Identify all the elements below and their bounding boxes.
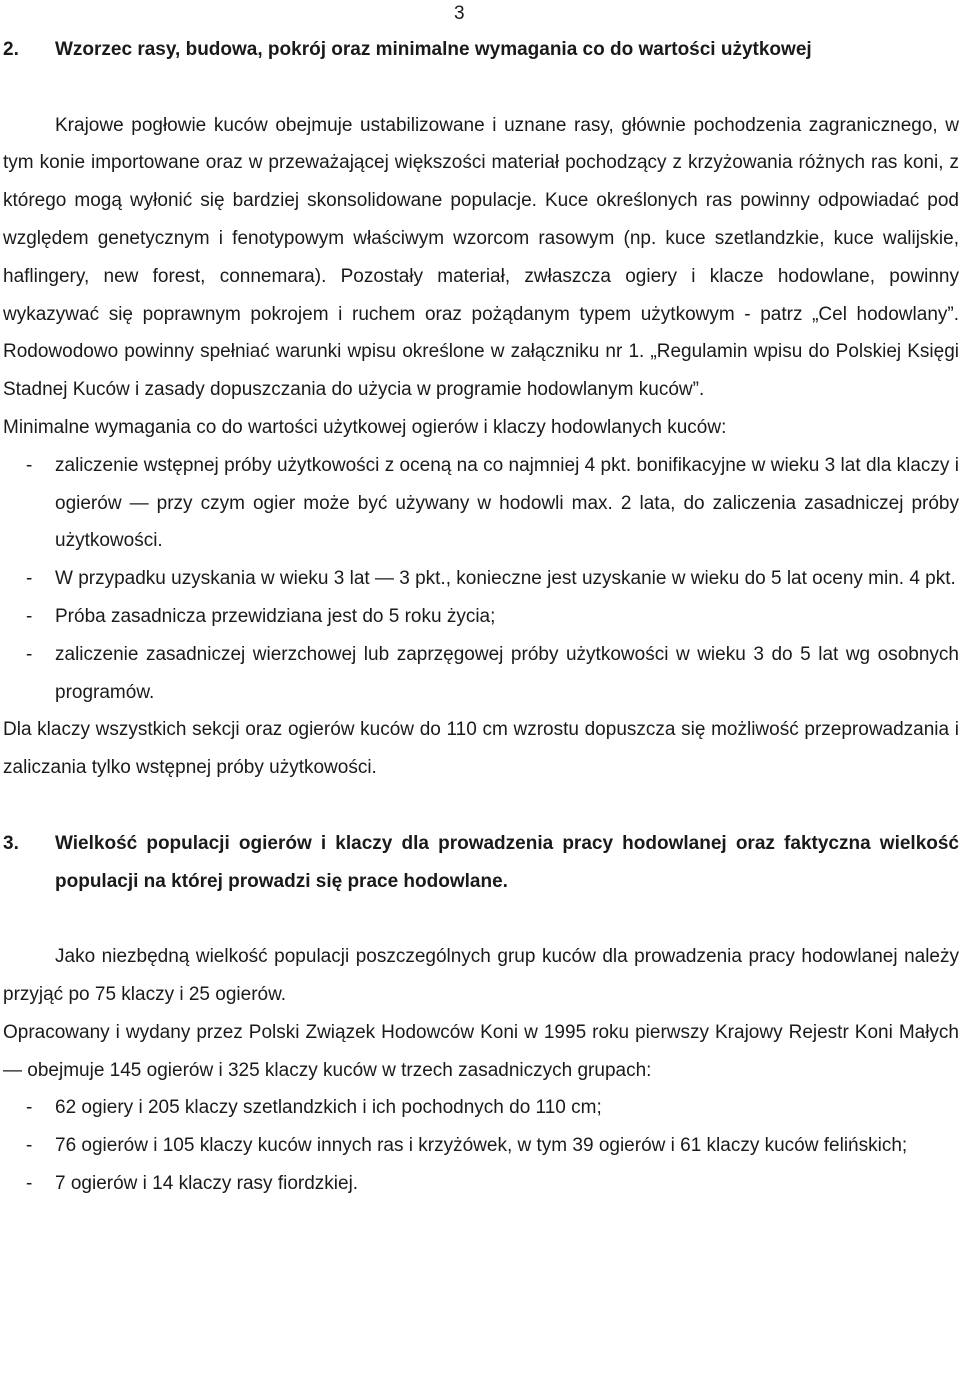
section-3-heading: [3, 825, 959, 901]
section-2-paragraph-2: Minimalne wymagania co do wartości użytkowej ogierów i klaczy hodowlanych kuców:: [3, 416, 727, 438]
list-item-text: W przypadku uzyskania w wieku 3 lat — 3 pkt., konieczne jest uzyskanie w wieku do 5 lat oceny min. 4 pkt.: [55, 568, 956, 590]
list-item: [3, 447, 959, 560]
section-2-heading: [3, 31, 959, 69]
list-item-text: zaliczenie zasadniczej wierzchowej lub zaprzęgowej próby użytkowości w wieku 3 do 5 lat wg osobnych programów.: [55, 643, 959, 703]
list-item: [3, 636, 959, 712]
section-3-paragraph-2: Opracowany i wydany przez Polski Związek Hodowców Koni w 1995 roku pierwszy Krajowy Rejestr Koni Małych — obejmuje 145 ogierów i 325 klaczy kuców w trzech zasadniczych grupach:: [3, 1021, 959, 1081]
section-3-groups-list: [3, 1089, 959, 1202]
list-item: [3, 1165, 959, 1203]
list-dash: -: [26, 1097, 33, 1119]
section-2-paragraph-1: Krajowe pogłowie kuców obejmuje ustabilizowane i uznane rasy, głównie pochodzenia zagranicznego, w tym konie importowane oraz w przeważającej większości materiał pochodzący z krzyżowania różnych ras koni, z którego mogą wyłonić się bardziej skonsolidowane populacje. Kuce określonych ras powinny odpowiadać pod względem genetycznym i fenotypowym właściwym wzorcom rasowym (np. kuce szetlandzkie, kuce walijskie, haflingery, new forest, connemara). Pozostały materiał, zwłaszcza ogiery i klacze hodowlane, powinny wykazywać się poprawnym pokrojem i ruchem oraz pożądanym typem użytkowym - patrz „Cel hodowlany”. Rodowodowo powinny spełniać warunki wpisu określone w załączniku nr 1. „Regulamin wpisu do Polskiej Księgi Stadnej Kuców i zasady dopuszczania do użycia w programie hodowlanym kuców”.: [3, 114, 959, 401]
list-item: [3, 560, 959, 598]
list-item-text: 76 ogierów i 105 klaczy kuców innych ras i krzyżówek, w tym 39 ogierów i 61 klaczy kuców felińskich;: [55, 1135, 908, 1157]
list-item: [3, 598, 959, 636]
list-dash: -: [26, 568, 33, 590]
list-item-text: 62 ogiery i 205 klaczy szetlandzkich i ich pochodnych do 110 cm;: [55, 1097, 602, 1119]
list-dash: -: [26, 454, 33, 476]
list-item: [3, 1089, 959, 1127]
section-3-title: Wielkość populacji ogierów i klaczy dla prowadzenia pracy hodowlanej oraz faktyczna wielkość populacji na której prowadzi się prace hodowlane.: [55, 832, 959, 892]
spacer: [3, 69, 959, 107]
section-2-number: 2.: [3, 39, 19, 60]
section-2-paragraph-3: Dla klaczy wszystkich sekcji oraz ogierów kuców do 110 cm wzrostu dopuszcza się możliwość przeprowadzania i zaliczania tylko wstępnej próby użytkowości.: [3, 719, 959, 779]
section-3-number: 3.: [3, 832, 19, 854]
list-item-text: Próba zasadnicza przewidziana jest do 5 roku życia;: [55, 605, 496, 627]
list-item-text: 7 ogierów i 14 klaczy rasy fiordzkiej.: [55, 1172, 359, 1194]
list-dash: -: [26, 1135, 33, 1157]
page-number: 3: [454, 3, 465, 24]
section-3-paragraph-1: Jako niezbędną wielkość populacji poszczególnych grup kuców dla prowadzenia pracy hodowlanej należy przyjąć po 75 klaczy i 25 ogierów.: [3, 946, 959, 1005]
section-2-requirements-list: [3, 447, 959, 712]
list-dash: -: [26, 605, 33, 627]
section-2-title: Wzorzec rasy, budowa, pokrój oraz minimalne wymagania co do wartości użytkowej: [55, 39, 812, 60]
list-item: [3, 1127, 959, 1165]
list-dash: -: [26, 643, 33, 665]
list-item-text: zaliczenie wstępnej próby użytkowości z oceną na co najmniej 4 pkt. bonifikacyjne w wieku 3 lat dla klaczy i ogierów — przy czym ogier może być używany w hodowli max. 2 lata, do zaliczenia zasadniczej próby użytkowości.: [55, 454, 959, 552]
spacer: [3, 787, 959, 825]
list-dash: -: [26, 1172, 33, 1194]
spacer: [3, 900, 959, 938]
document-body: [3, 31, 959, 1203]
